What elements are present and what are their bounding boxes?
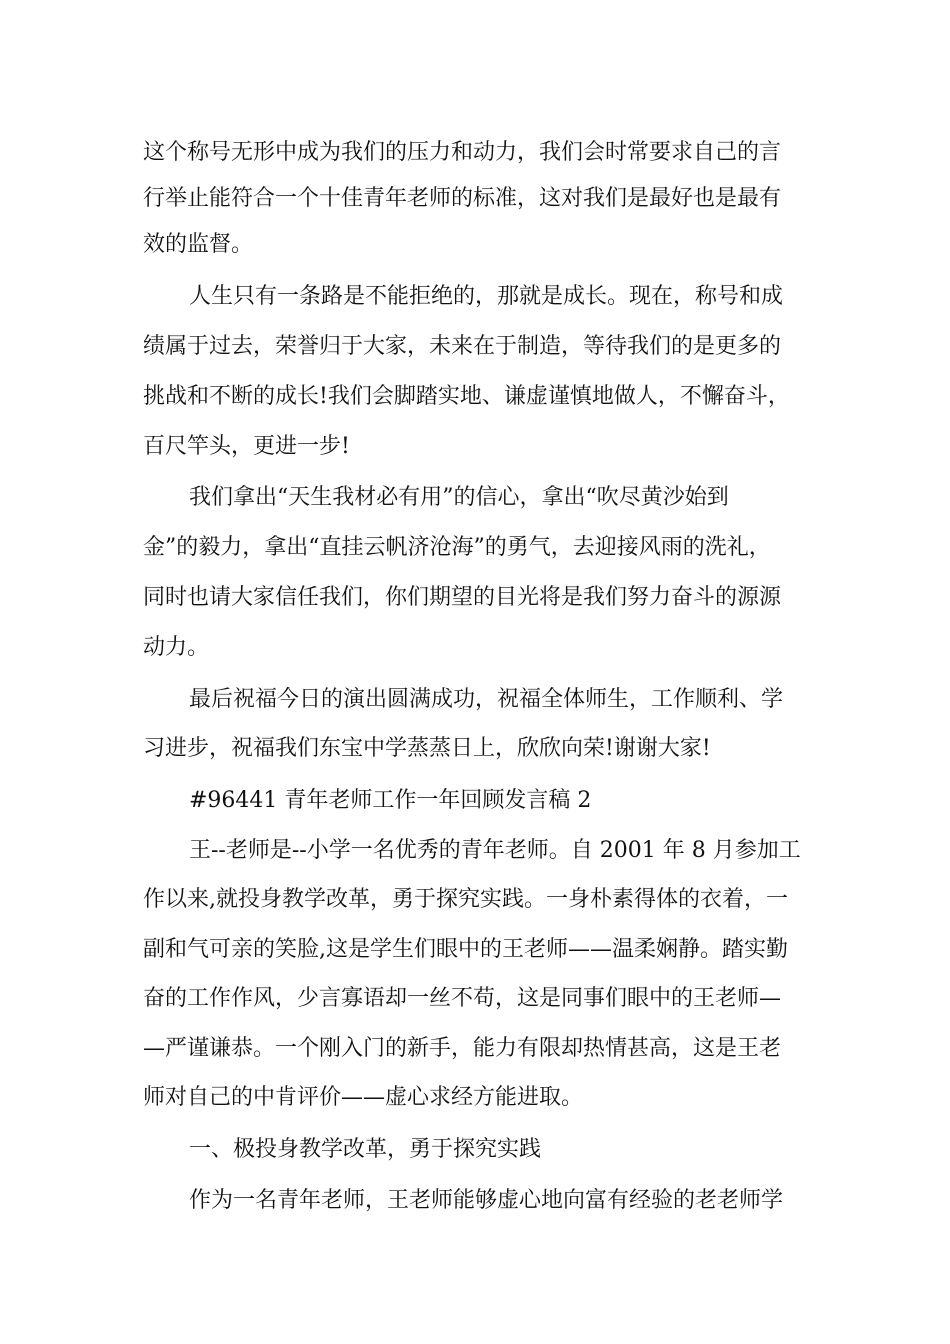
text-line: —严谨谦恭。一个刚入门的新手，能力有限却热情甚高，这是王老	[143, 1036, 782, 1061]
text-line: 金”的毅力，拿出“直挂云帆济沧海”的勇气，去迎接风雨的洗礼，	[143, 535, 771, 560]
text-line: 挑战和不断的成长!我们会脚踏实地、谦虚谨慎地做人，不懈奋斗，	[143, 384, 790, 409]
text-line: 师对自己的中肯评价——虚心求经方能进取。	[143, 1085, 584, 1110]
text-line: 同时也请大家信任我们，你们期望的目光将是我们努力奋斗的源源	[143, 585, 782, 610]
text-line: 这个称号无形中成为我们的压力和动力，我们会时常要求自己的言	[143, 140, 782, 165]
text-line: 习进步，祝福我们东宝中学蒸蒸日上，欣欣向荣!谢谢大家!	[143, 736, 711, 761]
text-line: 效的监督。	[143, 232, 254, 257]
text-line: 副和气可亲的笑脸,这是学生们眼中的王老师——温柔娴静。踏实勤	[143, 937, 788, 962]
paragraph-start-line: 作为一名青年老师，王老师能够虚心地向富有经验的老老师学	[189, 1188, 784, 1213]
text-line: 百尺竿头，更进一步!	[143, 434, 350, 459]
text-line: 奋的工作作风，少言寡语却一丝不苟，这是同事们眼中的王老师—	[143, 986, 782, 1011]
section-title: #96441 青年老师工作一年回顾发言稿 2	[189, 788, 592, 813]
text-line: 绩属于过去，荣誉归于大家，未来在于制造，等待我们的是更多的	[143, 334, 782, 359]
paragraph-start-line: 王--老师是--小学一名优秀的青年老师。自 2001 年 8 月参加工	[189, 838, 801, 863]
paragraph-start-line: 人生只有一条路是不能拒绝的，那就是成长。现在，称号和成	[189, 284, 784, 309]
text-line: 动力。	[143, 635, 210, 660]
subsection-heading: 一、极投身教学改革，勇于探究实践	[189, 1137, 542, 1162]
paragraph-start-line: 最后祝福今日的演出圆满成功，祝福全体师生，工作顺利、学	[189, 687, 784, 712]
text-line: 作以来,就投身教学改革，勇于探究实践。一身朴素得体的衣着，一	[143, 887, 788, 912]
paragraph-start-line: 我们拿出“天生我材必有用”的信心，拿出“吹尽黄沙始到	[189, 485, 729, 510]
text-line: 行举止能符合一个十佳青年老师的标准，这对我们是最好也是最有	[143, 186, 782, 211]
